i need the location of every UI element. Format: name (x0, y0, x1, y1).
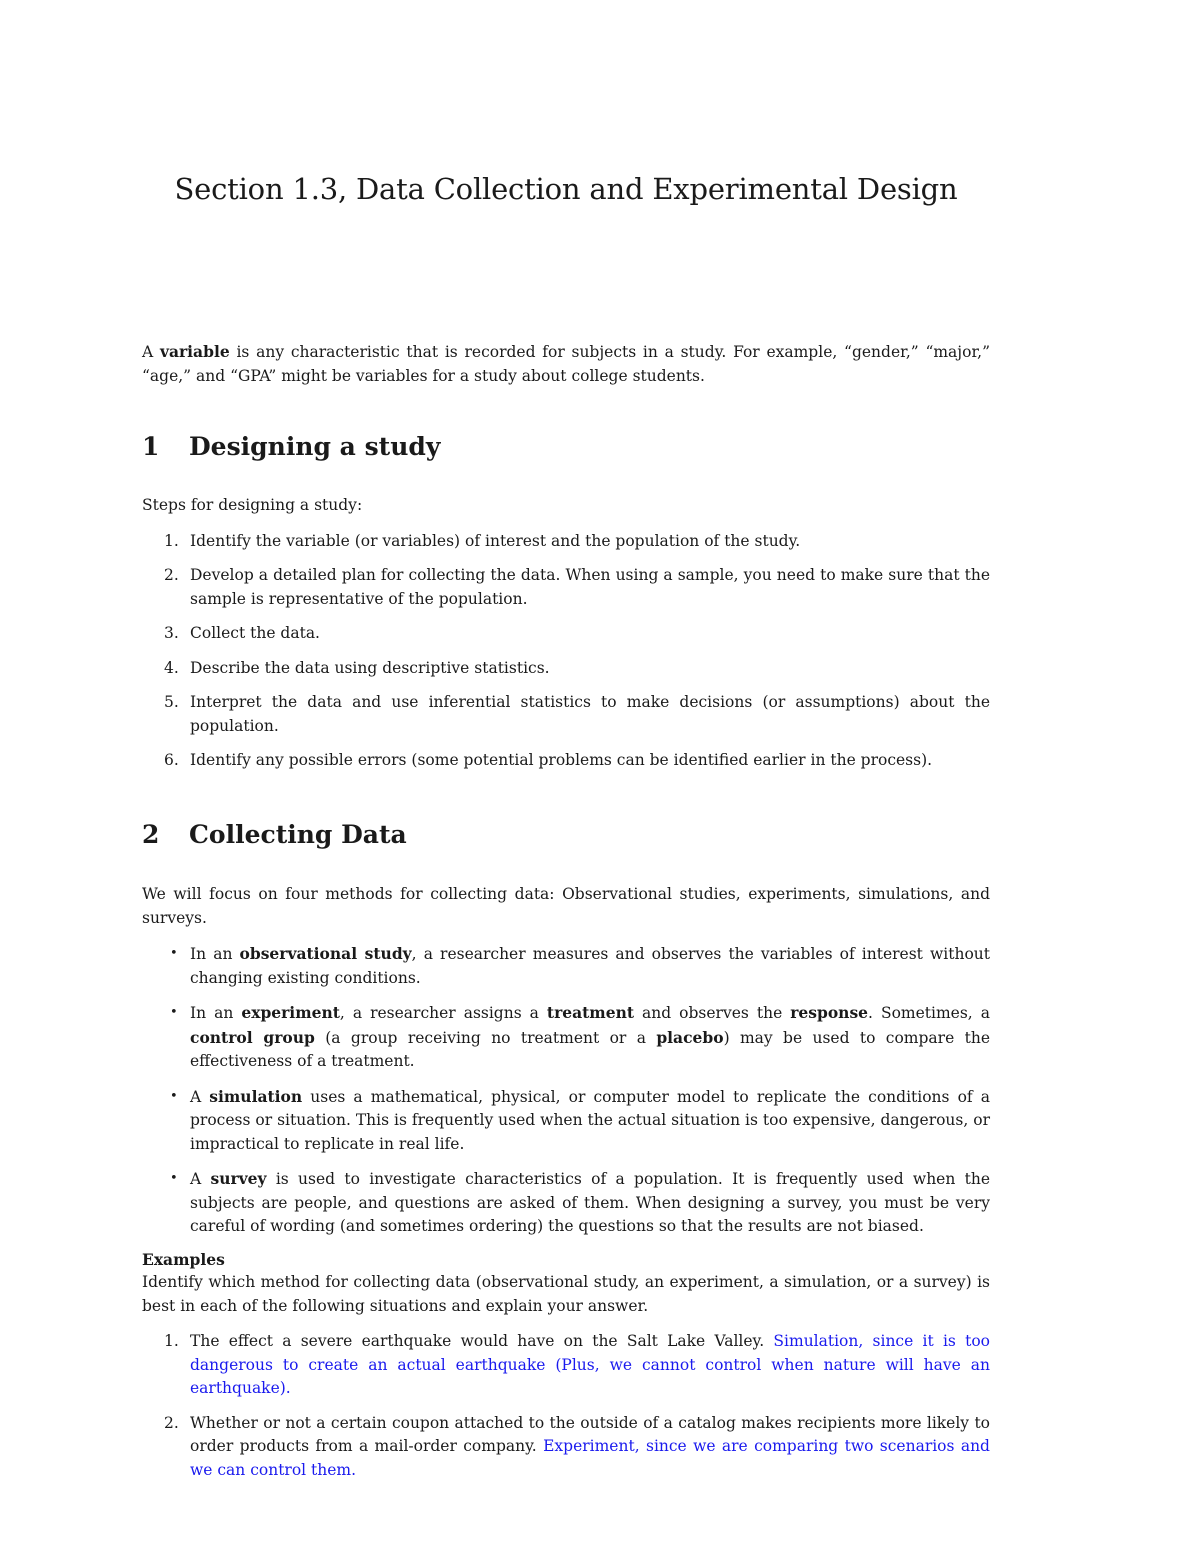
text: In an (190, 1004, 242, 1022)
steps-lead: Steps for designing a study: (142, 496, 363, 514)
text: , a researcher measures and observes the variables of interest without changing existing conditions. (190, 945, 990, 987)
section-number: 2 (142, 820, 160, 849)
section-number: 1 (142, 432, 160, 461)
list-item (142, 749, 990, 773)
section-heading-collecting (142, 820, 407, 849)
list-item (142, 942, 990, 990)
list-item (142, 622, 990, 646)
text: . Sometimes, a (868, 1004, 990, 1022)
list-marker: 6. (164, 751, 179, 769)
text: In an (190, 945, 240, 963)
methods-list (142, 942, 990, 1239)
steps-list (142, 530, 990, 773)
term-experiment: experiment (241, 1003, 340, 1022)
text: A (190, 1087, 210, 1106)
list-item (142, 564, 990, 611)
text: (a group receiving no treatment or a (314, 1028, 657, 1047)
list-item (142, 657, 990, 681)
list-marker: 3. (164, 624, 179, 642)
bullet-icon: • (170, 1088, 178, 1104)
step-text: Describe the data using descriptive statistics. (190, 658, 550, 677)
text: is used to investigate characteristics of a population. It is frequently used when the subjects are people, and questions are asked of them. When designing a survey, you must be very careful of wording (and sometimes ordering) the questions so that the results are not biased. (190, 1170, 991, 1235)
text: A (190, 1170, 211, 1188)
section-title: Designing a study (189, 432, 441, 461)
list-item (142, 530, 990, 554)
bullet-icon: • (170, 1171, 178, 1186)
section-heading-designing (142, 432, 440, 461)
step-text: Collect the data. (190, 624, 320, 642)
bullet-icon: • (170, 946, 178, 961)
section-collecting-body (142, 883, 990, 1493)
text: and observes the (634, 1004, 791, 1022)
examples-heading: Examples (142, 1249, 225, 1269)
intro-text-start: A (142, 343, 160, 361)
list-marker: 5. (164, 693, 179, 711)
list-marker: 2. (164, 566, 179, 584)
example-question: Whether or not a certain coupon attached to the outside of a catalog makes recipients more likely to order products from a mail-order company. (190, 1413, 990, 1455)
examples-block (142, 1248, 990, 1483)
page-title: Section 1.3, Data Collection and Experimental Design (174, 172, 958, 206)
term-observational-study: observational study (239, 944, 412, 963)
term-placebo: placebo (656, 1027, 724, 1047)
list-item (142, 1085, 990, 1157)
example-question: The effect a severe earthquake would have on the Salt Lake Valley. (190, 1332, 774, 1350)
step-text: Identify any possible errors (some potential problems can be identified earlier in the process). (190, 751, 933, 769)
term-variable: variable (159, 342, 230, 361)
list-marker: 4. (164, 658, 179, 677)
intro-paragraph (142, 340, 990, 388)
list-item (142, 691, 990, 738)
section-title: Collecting Data (189, 820, 407, 849)
text: uses a mathematical, physical, or computer model to replicate the conditions of a process or situation. This is frequently used when the actual situation is too expensive, dangerous, or impractical to replicate in real life. (190, 1087, 990, 1153)
example-answer: Experiment, since we are comparing two scenarios and we can control them. (190, 1437, 990, 1479)
intro-text-rest: is any characteristic that is recorded for subjects in a study. For example, “gender,” “major,” “age,” and “GPA” might be variables for a study about college students. (142, 343, 990, 385)
step-text: Interpret the data and use inferential statistics to make decisions (or assumptions) about the population. (190, 693, 990, 735)
list-item (142, 1001, 990, 1074)
list-item (142, 1167, 990, 1239)
list-marker: 1. (164, 1332, 179, 1350)
list-item (142, 1412, 990, 1483)
step-text: Identify the variable (or variables) of interest and the population of the study. (190, 531, 801, 550)
term-control-group: control group (190, 1027, 315, 1047)
examples-list (142, 1330, 990, 1482)
bullet-icon: • (170, 1005, 178, 1020)
term-survey: survey (210, 1169, 267, 1188)
text: , a researcher assigns a (339, 1004, 547, 1022)
list-item (142, 1330, 990, 1401)
section-designing-body (142, 494, 990, 784)
text: ) may be used to compare the effectiveness of a treatment. (190, 1028, 990, 1070)
collecting-lead: We will focus on four methods for collecting data: Observational studies, experiments, simulations, and surveys. (142, 885, 990, 927)
list-marker: 1. (164, 531, 179, 550)
step-text: Develop a detailed plan for collecting the data. When using a sample, you need to make sure that the sample is representative of the population. (190, 566, 990, 608)
list-marker: 2. (164, 1413, 179, 1432)
example-answer: Simulation, since it is too dangerous to create an actual earthquake (Plus, we cannot control when nature will have an earthquake). (190, 1332, 990, 1397)
examples-lead: Identify which method for collecting data (observational study, an experiment, a simulation, or a survey) is best in each of the following situations and explain your answer. (142, 1273, 990, 1315)
term-treatment: treatment (546, 1003, 635, 1022)
term-simulation: simulation (209, 1086, 303, 1106)
term-response: response (790, 1003, 869, 1022)
